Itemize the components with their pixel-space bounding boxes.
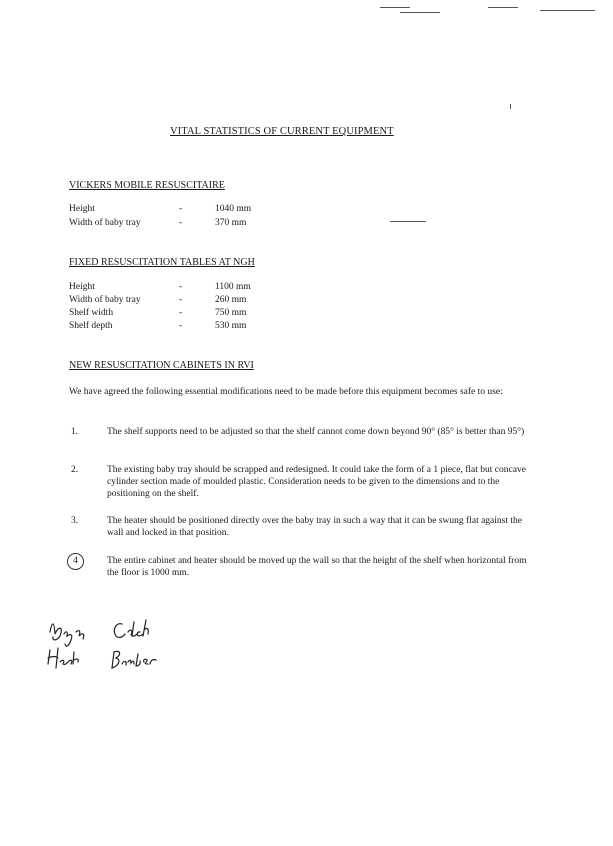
circled-number: 4 (67, 553, 84, 570)
item-text: The shelf supports need to be adjusted so that the shelf cannot come down beyond 90° (85° is better than 95°) (107, 427, 525, 437)
spec-label: Shelf width (69, 308, 114, 318)
spec-dash: - (179, 308, 183, 318)
spec-value: 1040 mm (215, 204, 252, 214)
section-heading-new-cabinets: NEW RESUSCITATION CABINETS IN RVI (69, 360, 254, 371)
item-number: 1. (71, 427, 79, 437)
item-text: The heater should be positioned directly over the baby tray in such a way that it can be swung flat against the wall and locked in that position. (107, 516, 522, 538)
spec-dash: - (179, 218, 183, 228)
scan-mark (390, 221, 426, 222)
spec-label: Width of baby tray (69, 218, 141, 228)
spec-value: 530 mm (215, 321, 247, 331)
intro-paragraph: We have agreed the following essential modifications need to be made before this equipment becomes safe to use: (69, 387, 503, 397)
spec-value: 750 mm (215, 308, 247, 318)
scan-mark (488, 7, 518, 8)
handwritten-signatures (40, 612, 190, 692)
scan-mark (510, 104, 511, 109)
spec-dash: - (179, 321, 183, 331)
spec-label: Height (69, 204, 95, 214)
document-title: VITAL STATISTICS OF CURRENT EQUIPMENT (170, 126, 394, 137)
spec-value: 370 mm (215, 218, 247, 228)
spec-dash: - (179, 204, 183, 214)
section-heading-vickers: VICKERS MOBILE RESUSCITAIRE (69, 180, 225, 191)
item-number: 2. (71, 465, 79, 475)
item-text: The existing baby tray should be scrapped and redesigned. It could take the form of a 1 piece, flat but concave cylinder section made of moulded plastic. Consideration needs to be given to the dimensions and to the positioning on the shelf. (107, 465, 526, 499)
scan-mark (540, 10, 595, 11)
spec-label: Width of baby tray (69, 295, 141, 305)
spec-label: Shelf depth (69, 321, 113, 331)
item-number: 3. (71, 516, 79, 526)
spec-value: 1100 mm (215, 282, 251, 292)
section-heading-fixed-tables: FIXED RESUSCITATION TABLES AT NGH (69, 257, 255, 268)
item-number (71, 555, 84, 570)
item-text: The entire cabinet and heater should be moved up the wall so that the height of the shelf when horizontal from the floor is 1000 mm. (107, 556, 527, 578)
scan-mark (380, 7, 410, 8)
spec-dash: - (179, 295, 183, 305)
spec-label: Height (69, 282, 95, 292)
spec-value: 260 mm (215, 295, 247, 305)
spec-dash: - (179, 282, 183, 292)
scan-mark (400, 12, 440, 13)
